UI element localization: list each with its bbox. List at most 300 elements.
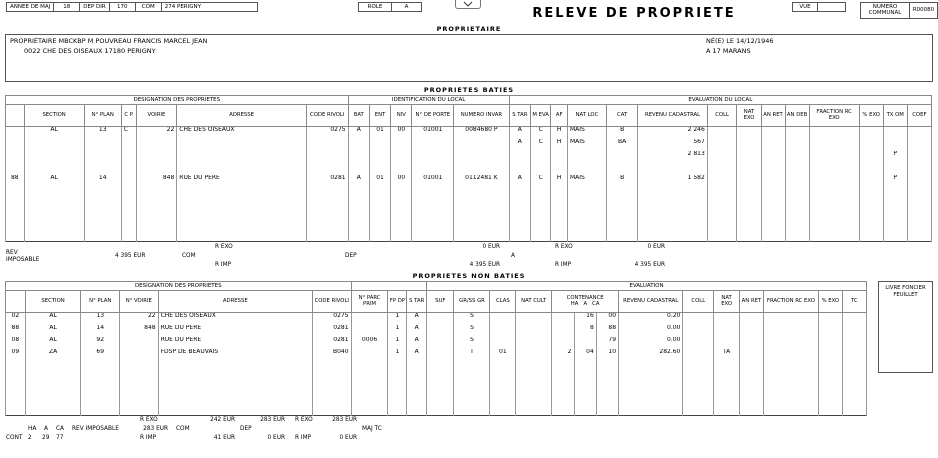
table-cell — [859, 139, 883, 151]
table-cell: 0275 — [306, 127, 348, 139]
column-header: TC — [842, 291, 866, 313]
table-cell: 00 — [391, 175, 412, 187]
table-cell — [306, 163, 348, 175]
column-header: CODE RIVOLI — [306, 105, 348, 127]
document-header — [0, 0, 938, 24]
ca-label: CA — [592, 300, 600, 307]
role-label: ROLE — [358, 2, 392, 12]
non-baties-group-header-row — [6, 282, 867, 291]
group-evaluation: EVALUATION DU LOCAL — [509, 96, 931, 105]
table-cell — [763, 361, 818, 416]
proprietaire-box — [5, 34, 933, 82]
table-cell — [818, 349, 842, 361]
table-cell — [552, 337, 574, 349]
table-cell: AL — [25, 337, 81, 349]
column-header: REVENU CADASTRAL — [638, 105, 707, 127]
table-cell: 13 — [81, 313, 120, 325]
table-cell — [883, 163, 907, 175]
ca-header: CA — [56, 426, 65, 432]
table-cell — [412, 139, 454, 151]
table-cell: 1 — [388, 313, 407, 325]
column-header: NAT EXO — [737, 105, 761, 127]
table-cell — [121, 175, 136, 187]
table-cell: MAIS — [568, 127, 607, 139]
table-cell: RUE DU PERE — [158, 337, 312, 349]
table-cell: 0.00 — [619, 337, 683, 349]
numero-communal-value: R00080 — [910, 2, 938, 19]
table-cell — [907, 175, 931, 187]
proprietes-baties-table — [5, 95, 932, 242]
table-cell — [24, 163, 84, 175]
table-cell — [84, 187, 121, 242]
column-header: AF — [551, 105, 568, 127]
baties-table-body — [6, 127, 932, 242]
table-cell — [707, 187, 737, 242]
column-header: N° DE PORTE — [412, 105, 454, 127]
table-cell — [84, 151, 121, 163]
column-header: SUF — [427, 291, 454, 313]
rev-imposable-value: 283 EUR — [143, 426, 168, 432]
table-cell — [509, 187, 530, 242]
maj-tc-label: MAJ TC — [362, 426, 382, 432]
table-cell: 0.20 — [619, 313, 683, 325]
column-header — [6, 291, 26, 313]
table-cell — [121, 151, 136, 163]
table-cell — [306, 151, 348, 163]
table-cell — [737, 127, 761, 139]
column-header: NAT EXO — [714, 291, 740, 313]
column-header: GR/SS GR — [454, 291, 490, 313]
table-cell: 79 — [596, 337, 618, 349]
table-cell — [177, 163, 307, 175]
table-cell — [859, 151, 883, 163]
table-cell — [907, 139, 931, 151]
r-rimp-value: 0 EUR — [339, 435, 357, 441]
cont-ca-value: 77 — [56, 435, 64, 441]
dep-dir-label: DEP DIR — [80, 2, 109, 12]
dep-rexo-value: 0 EUR — [647, 244, 665, 250]
column-header: CAT — [606, 105, 637, 127]
birth-place-line: A 17 MARANS — [706, 46, 751, 55]
table-cell — [883, 187, 907, 242]
contenance-label: CONTENANCE — [566, 294, 604, 301]
table-cell: 01001 — [412, 127, 454, 139]
column-header: FRACTION RC EXO — [809, 105, 859, 127]
table-cell — [638, 187, 707, 242]
table-cell: S — [454, 325, 490, 337]
table-cell — [739, 361, 763, 416]
a-label: A — [583, 300, 588, 307]
table-cell — [490, 337, 516, 349]
column-header: VOIRIE — [136, 105, 177, 127]
table-cell: MAIS — [568, 139, 607, 151]
table-cell: 69 — [81, 349, 120, 361]
table-cell: 2 246 — [638, 127, 707, 139]
table-cell: B040 — [313, 349, 352, 361]
table-cell — [306, 187, 348, 242]
numero-communal-label: NUMERO COMMUNAL — [860, 2, 910, 19]
column-header: REVENU CADASTRAL — [619, 291, 683, 313]
table-cell — [818, 337, 842, 349]
com-rexo-value: 242 EUR — [210, 417, 235, 423]
table-cell — [551, 163, 568, 175]
table-cell — [351, 325, 388, 337]
dep-dir-value: 170 — [110, 2, 136, 12]
table-cell — [454, 151, 510, 163]
column-header: COLL — [683, 291, 714, 313]
table-cell — [121, 163, 136, 175]
table-cell: 1 — [388, 349, 407, 361]
table-cell — [427, 337, 454, 349]
table-cell — [306, 139, 348, 151]
table-cell — [763, 325, 818, 337]
table-cell — [739, 325, 763, 337]
table-cell — [739, 349, 763, 361]
group-blank — [351, 282, 426, 291]
table-cell — [574, 361, 596, 416]
table-cell: 0006 — [351, 337, 388, 349]
table-cell — [714, 337, 740, 349]
table-cell: 14 — [84, 175, 121, 187]
table-cell — [785, 139, 809, 151]
com-value: 274 PERIGNY — [162, 2, 258, 12]
table-cell — [683, 337, 714, 349]
table-cell — [516, 337, 552, 349]
table-cell: 0.00 — [619, 325, 683, 337]
table-cell: RUE DU PERE — [158, 325, 312, 337]
table-cell: A — [348, 127, 369, 139]
table-cell — [737, 163, 761, 175]
contenance-sublabels — [553, 302, 617, 308]
table-cell — [351, 349, 388, 361]
table-cell — [818, 325, 842, 337]
a-header: A — [44, 426, 48, 432]
ha-header: HA — [28, 426, 37, 432]
table-cell — [490, 313, 516, 325]
table-cell — [177, 151, 307, 163]
table-cell — [427, 325, 454, 337]
rev-imposable-label: REV IMPOSABLE — [72, 426, 119, 432]
table-cell: 848 — [120, 325, 159, 337]
table-cell — [391, 187, 412, 242]
com-label: COM — [176, 426, 190, 432]
group-designation: DESIGNATION DES PROPRIETES — [6, 96, 349, 105]
cont-label: CONT — [6, 435, 23, 441]
table-cell — [683, 313, 714, 325]
table-cell: A — [407, 325, 427, 337]
com-rexo-label: R EXO — [215, 244, 233, 250]
table-row — [6, 139, 932, 151]
table-cell — [785, 127, 809, 139]
table-cell — [707, 151, 737, 163]
table-cell — [739, 313, 763, 325]
table-cell — [391, 163, 412, 175]
baties-column-header-row — [6, 105, 932, 127]
page-title: RELEVE DE PROPRIETE — [532, 6, 736, 21]
table-cell — [859, 175, 883, 187]
table-cell — [568, 187, 607, 242]
table-cell — [6, 187, 25, 242]
table-cell — [707, 127, 737, 139]
table-cell: C — [530, 175, 550, 187]
table-cell — [412, 151, 454, 163]
table-cell — [25, 361, 81, 416]
table-cell: 00 — [596, 313, 618, 325]
table-cell: B — [606, 127, 637, 139]
column-header: % EXO — [818, 291, 842, 313]
table-cell: 2 — [552, 349, 574, 361]
table-cell — [369, 187, 390, 242]
dep-rimp-label: R IMP — [555, 262, 572, 268]
table-cell — [530, 151, 550, 163]
table-cell — [707, 163, 737, 175]
column-header: N° PLAN — [81, 291, 120, 313]
table-cell: 88 — [6, 175, 25, 187]
table-cell: CHE DES OISEAUX — [158, 313, 312, 325]
table-cell: P — [883, 175, 907, 187]
column-header: BAT — [348, 105, 369, 127]
table-row — [6, 151, 932, 163]
dep-rexo-value: 283 EUR — [260, 417, 285, 423]
column-header: ENT — [369, 105, 390, 127]
table-cell — [568, 151, 607, 163]
table-cell — [313, 361, 352, 416]
livre-foncier-label-1: LIVRE FONCIER — [885, 285, 926, 291]
table-cell: C — [530, 127, 550, 139]
table-cell — [761, 127, 785, 139]
table-cell: CHE DES OISEAUX — [177, 127, 307, 139]
table-cell: 0281 — [313, 325, 352, 337]
com-rexo-value: 0 EUR — [482, 244, 500, 250]
table-cell: RUE DU PERE — [177, 175, 307, 187]
column-header: COLL — [707, 105, 737, 127]
table-cell — [809, 151, 859, 163]
table-cell — [809, 187, 859, 242]
table-cell — [391, 139, 412, 151]
column-header: ADRESSE — [177, 105, 307, 127]
table-cell — [120, 361, 159, 416]
table-cell — [761, 139, 785, 151]
table-cell — [454, 361, 490, 416]
table-cell — [842, 349, 866, 361]
table-cell — [785, 175, 809, 187]
table-cell — [785, 163, 809, 175]
table-cell: AL — [25, 325, 81, 337]
table-cell — [883, 139, 907, 151]
cont-a-value: 29 — [42, 435, 50, 441]
column-header: AN DEB — [785, 105, 809, 127]
r-rexo-label: R EXO — [295, 417, 313, 423]
table-cell — [683, 325, 714, 337]
com-label: COM — [136, 2, 162, 12]
table-cell — [369, 151, 390, 163]
table-cell — [454, 163, 510, 175]
com-label: COM — [182, 253, 196, 259]
table-cell — [351, 313, 388, 325]
table-cell — [737, 139, 761, 151]
table-cell: 14 — [81, 325, 120, 337]
table-cell: 1 — [388, 325, 407, 337]
vue-box — [792, 2, 846, 12]
table-cell — [596, 361, 618, 416]
table-cell — [177, 187, 307, 242]
table-cell: 0275 — [313, 313, 352, 325]
table-cell — [761, 151, 785, 163]
table-cell: B — [606, 175, 637, 187]
com-rimp-label: R IMP — [215, 262, 232, 268]
table-cell — [763, 337, 818, 349]
table-cell — [136, 187, 177, 242]
table-cell — [818, 313, 842, 325]
r-rexo-value: 283 EUR — [332, 417, 357, 423]
table-cell: H — [551, 175, 568, 187]
table-cell — [391, 151, 412, 163]
table-cell — [809, 127, 859, 139]
table-cell — [574, 337, 596, 349]
column-header: % EXO — [859, 105, 883, 127]
table-cell — [427, 361, 454, 416]
table-cell: ZA — [25, 349, 81, 361]
table-cell — [737, 151, 761, 163]
table-cell — [907, 187, 931, 242]
table-cell — [761, 187, 785, 242]
vue-value — [818, 2, 846, 12]
table-cell — [490, 361, 516, 416]
table-cell — [6, 139, 25, 151]
table-row — [6, 187, 932, 242]
table-cell — [530, 187, 550, 242]
dep-label: DEP — [240, 426, 252, 432]
table-cell: 01 — [369, 175, 390, 187]
table-cell: 0281 — [306, 175, 348, 187]
table-cell: A — [509, 175, 530, 187]
table-cell: A — [407, 337, 427, 349]
table-cell — [177, 139, 307, 151]
table-cell: 88 — [6, 325, 26, 337]
column-header: AN RET — [739, 291, 763, 313]
column-header: AN RET — [761, 105, 785, 127]
table-cell: 567 — [638, 139, 707, 151]
table-cell: C — [121, 127, 136, 139]
table-cell — [369, 139, 390, 151]
table-cell — [809, 139, 859, 151]
table-cell — [348, 187, 369, 242]
table-cell: 16 — [574, 313, 596, 325]
table-cell — [552, 361, 574, 416]
table-cell — [606, 151, 637, 163]
table-cell — [24, 151, 84, 163]
table-cell — [136, 151, 177, 163]
table-cell — [120, 349, 159, 361]
table-cell — [638, 163, 707, 175]
table-cell: T — [454, 349, 490, 361]
table-cell — [84, 139, 121, 151]
table-cell: FDSP DE BEAUVAIS — [158, 349, 312, 361]
column-header: N° PARC PRIM — [351, 291, 388, 313]
table-cell — [348, 139, 369, 151]
table-cell: H — [551, 127, 568, 139]
table-cell — [6, 127, 25, 139]
table-cell: 0084680 P — [454, 127, 510, 139]
table-cell — [568, 163, 607, 175]
column-header: TX OM — [883, 105, 907, 127]
role-value: A — [392, 2, 422, 12]
table-cell — [737, 175, 761, 187]
group-evaluation: EVALUATION — [427, 282, 867, 291]
proprietes-non-baties-table — [5, 281, 867, 416]
table-cell: 00 — [391, 127, 412, 139]
non-baties-table-body — [6, 313, 867, 416]
table-cell: 22 — [136, 127, 177, 139]
table-cell — [516, 361, 552, 416]
table-cell — [683, 349, 714, 361]
baties-summary — [0, 242, 938, 271]
rev-imposable-value: 4 395 EUR — [115, 253, 146, 259]
rev-imposable-label-1: REV — [6, 250, 18, 256]
table-row — [6, 361, 867, 416]
table-cell — [818, 361, 842, 416]
table-cell: A — [407, 349, 427, 361]
table-cell — [351, 361, 388, 416]
column-header: SECTION — [25, 291, 81, 313]
table-cell — [707, 139, 737, 151]
table-cell — [490, 325, 516, 337]
table-cell — [761, 163, 785, 175]
birth-info — [706, 37, 773, 57]
baties-group-header-row — [6, 96, 932, 105]
table-cell: 92 — [81, 337, 120, 349]
column-header: S TAR — [407, 291, 427, 313]
table-cell — [907, 151, 931, 163]
column-header: N° VOIRIE — [120, 291, 159, 313]
table-cell — [120, 337, 159, 349]
table-cell — [842, 337, 866, 349]
non-baties-wrap — [5, 281, 933, 416]
table-cell — [348, 163, 369, 175]
com-rimp-value: 41 EUR — [213, 435, 235, 441]
table-cell — [763, 313, 818, 325]
table-cell — [859, 127, 883, 139]
table-row — [6, 337, 867, 349]
table-cell — [427, 313, 454, 325]
table-cell — [606, 187, 637, 242]
table-cell — [785, 151, 809, 163]
table-cell: 13 — [84, 127, 121, 139]
column-header: COEF — [907, 105, 931, 127]
table-cell — [407, 361, 427, 416]
cont-ha-value: 2 — [28, 435, 32, 441]
birth-date-line: NÉ(E) LE 14/12/1946 — [706, 37, 774, 45]
table-cell — [552, 313, 574, 325]
table-cell — [427, 349, 454, 361]
table-cell — [6, 163, 25, 175]
table-row — [6, 127, 932, 139]
livre-foncier-label-2: FEUILLET — [893, 291, 918, 298]
column-header — [6, 105, 25, 127]
column-header: N° PLAN — [84, 105, 121, 127]
table-cell — [714, 361, 740, 416]
table-cell — [24, 187, 84, 242]
ha-label: HA — [570, 300, 579, 307]
table-cell — [859, 163, 883, 175]
table-cell: 10 — [596, 349, 618, 361]
a-marker: A — [511, 253, 515, 259]
column-header: CLAS — [490, 291, 516, 313]
table-cell — [883, 127, 907, 139]
table-cell: A — [407, 313, 427, 325]
table-cell — [707, 175, 737, 187]
table-cell: 01001 — [412, 175, 454, 187]
